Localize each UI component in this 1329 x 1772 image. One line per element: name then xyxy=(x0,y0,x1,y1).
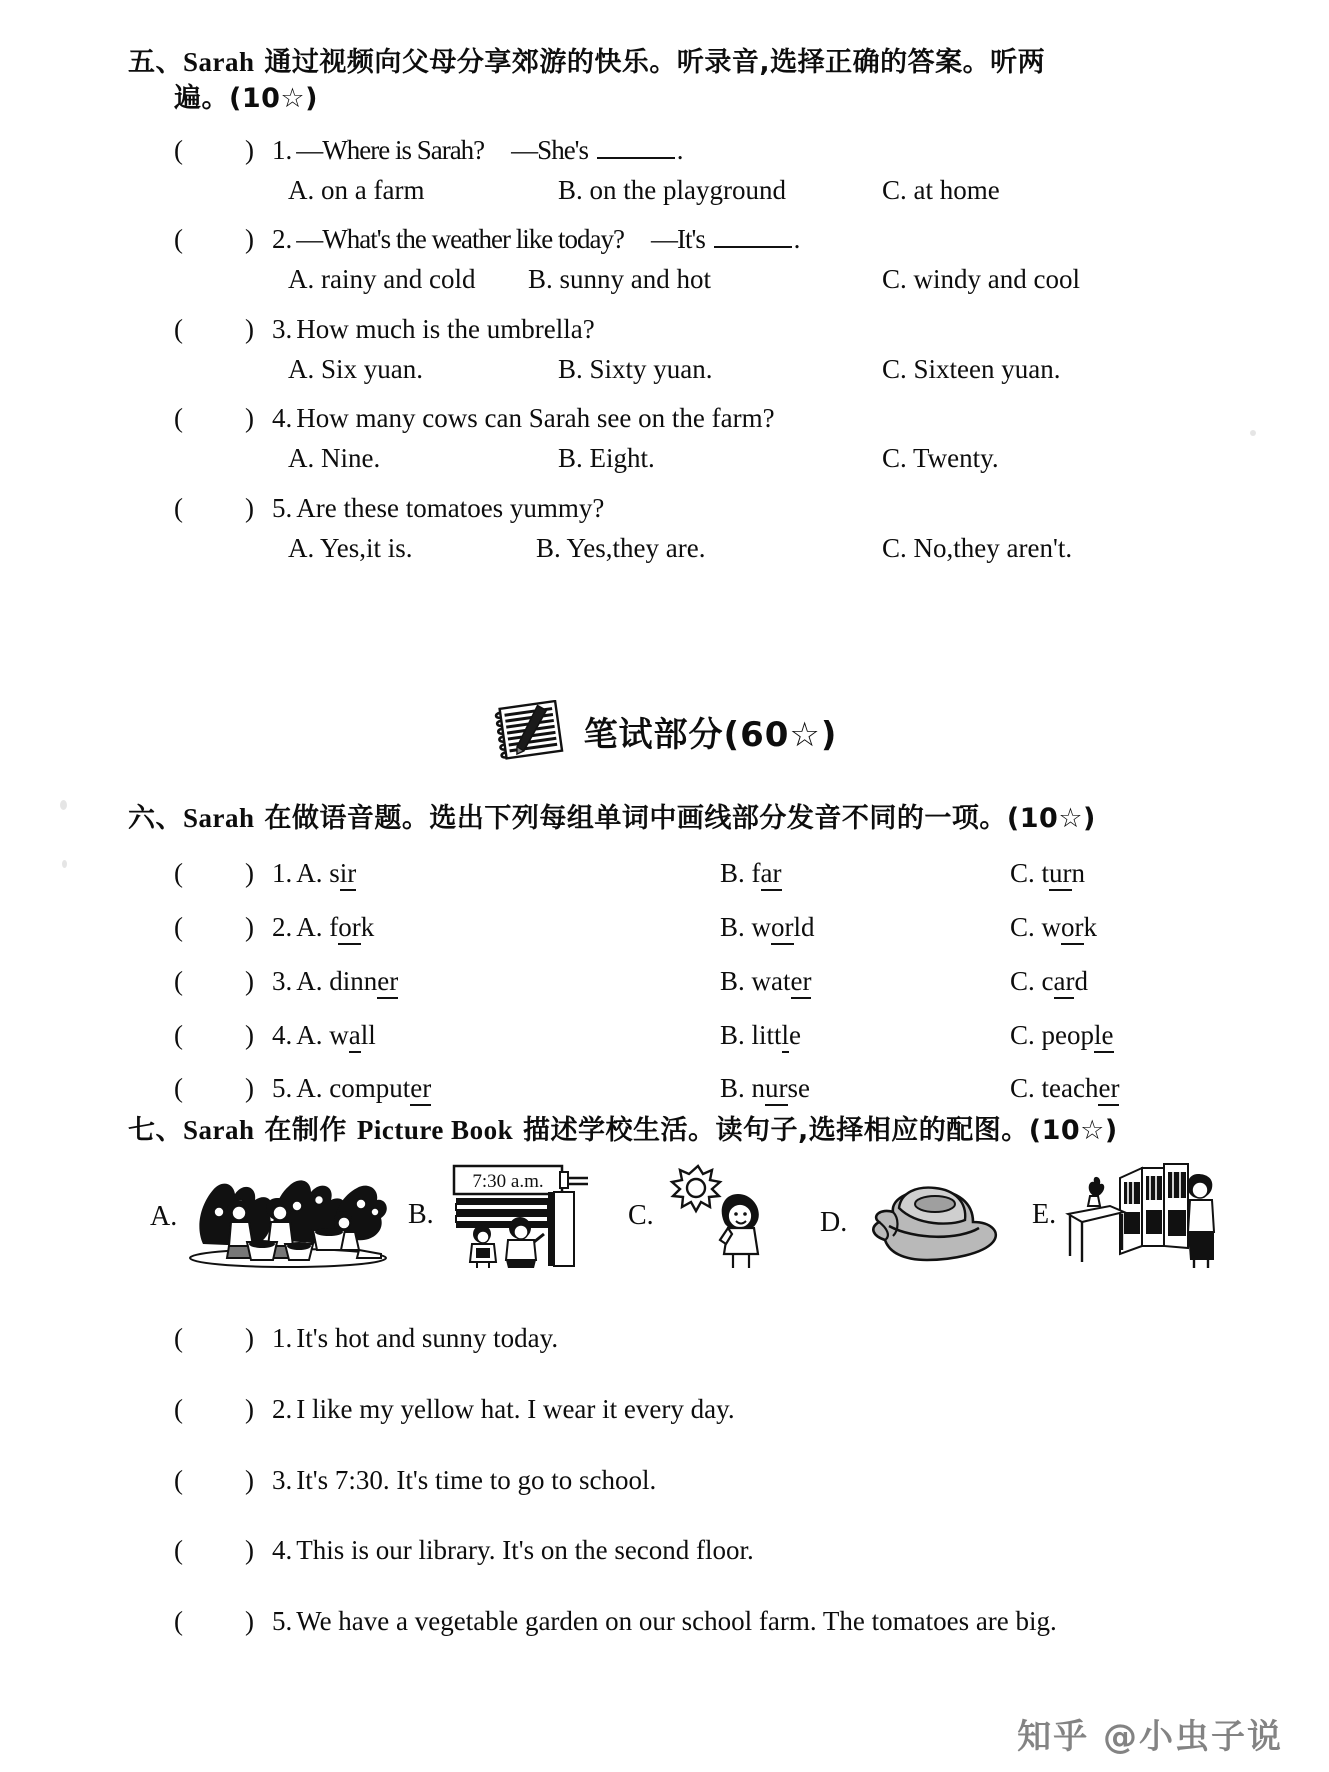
section-seven-heading-text1: 在制作 xyxy=(254,1115,357,1146)
section-seven xyxy=(128,1112,1238,1149)
answer-bracket[interactable]: ( ) xyxy=(174,134,254,165)
question-stem xyxy=(128,492,1233,526)
matching-item xyxy=(128,1534,1238,1568)
picture-e-letter: E. xyxy=(1032,1199,1057,1230)
question-number: 3. xyxy=(272,313,293,344)
answer-bracket[interactable]: ( ) xyxy=(174,1393,254,1424)
phonetics-item xyxy=(128,857,1233,891)
option-c-letter: C. xyxy=(882,443,907,474)
option-a-pre: dinn xyxy=(329,965,378,996)
option-c-underlined: le xyxy=(1094,1020,1114,1053)
option-c-pre: teach xyxy=(1041,1073,1099,1104)
option-c-text: No,they aren't. xyxy=(913,532,1073,563)
option-c-pre: t xyxy=(1041,858,1050,889)
picture-option-d[interactable] xyxy=(820,1178,1032,1268)
phonetics-option-a[interactable] xyxy=(272,1019,720,1053)
option-c-letter: C. xyxy=(882,532,907,563)
answer-bracket[interactable]: ( ) xyxy=(174,912,254,943)
option-b-letter: B. xyxy=(720,1073,745,1104)
option-b-letter: B. xyxy=(528,264,553,295)
picture-option-e[interactable] xyxy=(1032,1162,1232,1268)
vegetable-garden-icon xyxy=(185,1166,390,1268)
phonetics-option-c[interactable] xyxy=(1010,857,1085,891)
answer-bracket[interactable]: ( ) xyxy=(174,1606,254,1636)
written-test-banner-label: 笔试部分(60☆) xyxy=(583,714,838,755)
option-b-underlined: l xyxy=(782,1020,790,1053)
matching-item xyxy=(128,1605,1238,1639)
option-a-pre: w xyxy=(329,1019,349,1050)
option-b[interactable] xyxy=(558,353,882,387)
fill-blank[interactable] xyxy=(714,229,792,248)
section-six-heading-prefix: 六、 xyxy=(128,803,183,834)
option-a-letter: A. xyxy=(296,965,323,996)
section-seven-heading-prefix: 七、 xyxy=(128,1115,183,1146)
answer-bracket[interactable]: ( ) xyxy=(174,965,254,996)
option-c-letter: C. xyxy=(1010,912,1035,943)
option-c-post: n xyxy=(1071,858,1086,889)
option-b-letter: B. xyxy=(558,353,583,384)
option-a-text: on a farm xyxy=(321,174,425,205)
item-text: It's hot and sunny today. xyxy=(296,1323,559,1353)
question-reply: —She's xyxy=(511,134,589,165)
option-c-letter: C. xyxy=(1010,858,1035,889)
option-c-letter: C. xyxy=(1010,1019,1035,1050)
item-number: 1. xyxy=(272,1323,293,1353)
question-stem xyxy=(128,134,1233,168)
matching-item xyxy=(128,1322,1238,1356)
option-b-letter: B. xyxy=(558,174,583,205)
fill-blank[interactable] xyxy=(597,140,675,159)
option-a-letter: A. xyxy=(296,858,323,889)
phonetics-item xyxy=(128,965,1233,999)
item-number: 5. xyxy=(272,1606,293,1636)
question-text: —Where is Sarah? xyxy=(296,134,485,165)
question-text: Are these tomatoes yummy? xyxy=(296,492,605,523)
option-b-letter: B. xyxy=(720,965,745,996)
answer-bracket[interactable]: ( ) xyxy=(174,1073,254,1104)
option-b[interactable] xyxy=(528,263,882,297)
item-number: 5. xyxy=(272,1073,293,1104)
section-seven-items xyxy=(128,1285,1238,1639)
phonetics-option-a[interactable] xyxy=(272,857,720,891)
option-c-underlined: er xyxy=(1098,1073,1119,1106)
phonetics-item xyxy=(128,1019,1233,1053)
answer-bracket[interactable]: ( ) xyxy=(174,224,254,255)
section-six-heading-name: Sarah xyxy=(183,803,255,833)
picture-c-letter: C. xyxy=(628,1200,654,1231)
item-number: 3. xyxy=(272,965,293,996)
option-b-underlined: ur xyxy=(765,1073,788,1106)
option-c-letter: C. xyxy=(1010,1073,1035,1104)
option-c-letter: C. xyxy=(882,264,907,295)
option-b-letter: B. xyxy=(536,532,561,563)
option-a-underlined: a xyxy=(349,1020,361,1053)
option-b-text: Yes,they are. xyxy=(566,532,706,563)
option-a-letter: A. xyxy=(288,443,315,474)
option-a-underlined: or xyxy=(338,912,361,945)
option-c-underlined: ar xyxy=(1054,966,1075,999)
option-c-letter: C. xyxy=(1010,965,1035,996)
question-number: 2. xyxy=(272,224,293,255)
section-five-heading-line2: 遍。(10☆) xyxy=(174,83,318,115)
question-item xyxy=(128,134,1233,208)
phonetics-item xyxy=(128,911,1233,945)
answer-bracket[interactable]: ( ) xyxy=(174,1535,254,1566)
option-a-underlined: er xyxy=(377,966,398,999)
picture-a-letter: A. xyxy=(150,1201,178,1232)
option-b-letter: B. xyxy=(720,858,745,889)
option-c-underlined: or xyxy=(1061,912,1084,945)
phonetics-option-a[interactable] xyxy=(272,911,720,945)
phonetics-option-c[interactable] xyxy=(1010,965,1088,999)
option-c[interactable] xyxy=(882,174,1000,208)
answer-bracket[interactable]: ( ) xyxy=(174,492,254,523)
option-a[interactable] xyxy=(288,442,558,476)
question-item xyxy=(128,313,1233,387)
section-seven-heading-text2: 描述学校生活。读句子,选择相应的配图。(10☆) xyxy=(513,1115,1118,1146)
option-a-text: Six yuan. xyxy=(321,353,424,384)
answer-bracket[interactable]: ( ) xyxy=(174,858,254,889)
option-b-pre: wat xyxy=(751,965,791,996)
option-a-pre: s xyxy=(329,858,340,889)
option-a-post: ll xyxy=(360,1019,376,1050)
section-five-heading-prefix: 五、 xyxy=(128,47,183,78)
picture-strip xyxy=(150,1160,1240,1268)
option-a-letter: A. xyxy=(288,264,315,295)
option-c-post: k xyxy=(1083,912,1098,943)
item-number: 3. xyxy=(272,1464,293,1495)
clock-time-label: 7:30 a.m. xyxy=(472,1171,544,1192)
option-a-text: Yes,it is. xyxy=(320,532,413,563)
option-b-text: Sixty yuan. xyxy=(589,353,713,384)
option-a-letter: A. xyxy=(288,353,315,384)
option-b-pre: n xyxy=(751,1073,766,1104)
phonetics-option-c[interactable] xyxy=(1010,1019,1114,1053)
option-a-letter: A. xyxy=(288,532,315,563)
option-c[interactable] xyxy=(882,532,1072,566)
phonetics-item xyxy=(128,1072,1233,1106)
phonetics-option-b[interactable] xyxy=(720,1019,1010,1053)
option-a-letter: A. xyxy=(288,174,315,205)
sun-icon xyxy=(672,1166,720,1211)
option-c-letter: C. xyxy=(882,353,907,384)
matching-item xyxy=(128,1464,1238,1498)
section-five-heading-line1: 通过视频向父母分享郊游的快乐。听录音,选择正确的答案。听两 xyxy=(254,47,1046,78)
option-a-letter: A. xyxy=(296,912,323,943)
question-period: . xyxy=(676,134,684,165)
item-number: 4. xyxy=(272,1019,293,1050)
picture-b-letter: B. xyxy=(408,1199,434,1230)
question-stem xyxy=(128,223,1233,257)
option-b-text: sunny and hot xyxy=(559,264,712,295)
option-c-underlined: ur xyxy=(1049,858,1072,891)
option-a-underlined: ir xyxy=(340,858,357,891)
question-item xyxy=(128,223,1233,297)
option-b-letter: B. xyxy=(558,443,583,474)
phonetics-option-b[interactable] xyxy=(720,965,1010,999)
option-a-letter: A. xyxy=(296,1019,323,1050)
answer-bracket[interactable]: ( ) xyxy=(174,313,254,344)
option-row xyxy=(128,532,1233,566)
option-c-text: Sixteen yuan. xyxy=(913,353,1061,384)
option-b-underlined: ar xyxy=(761,858,782,891)
section-six xyxy=(128,800,1233,1106)
phonetics-option-a[interactable] xyxy=(272,965,720,999)
option-a-post: k xyxy=(360,912,375,943)
item-text: We have a vegetable garden on our school farm. The tomatoes are big. xyxy=(296,1606,1057,1636)
question-stem xyxy=(128,313,1233,347)
question-stem xyxy=(128,402,1233,436)
option-row xyxy=(128,263,1233,297)
option-a[interactable] xyxy=(288,532,536,566)
picture-option-c[interactable] xyxy=(628,1164,820,1268)
option-a[interactable] xyxy=(288,353,558,387)
option-b-underlined: or xyxy=(771,912,794,945)
option-b[interactable] xyxy=(536,532,882,566)
question-item xyxy=(128,402,1233,476)
section-five-heading-name: Sarah xyxy=(183,47,255,77)
option-c-pre: c xyxy=(1041,965,1054,996)
option-row xyxy=(128,442,1233,476)
scan-speck xyxy=(62,860,67,868)
question-number: 4. xyxy=(272,403,293,434)
option-a[interactable] xyxy=(288,263,528,297)
option-c-text: at home xyxy=(913,174,1000,205)
matching-item xyxy=(128,1393,1238,1427)
section-six-heading-text: 在做语音题。选出下列每组单词中画线部分发音不同的一项。(10☆) xyxy=(254,803,1096,834)
option-c-pre: peop xyxy=(1041,1019,1094,1050)
section-seven-heading-name: Sarah xyxy=(183,1115,255,1145)
scan-speck xyxy=(60,800,67,810)
option-b-pre: w xyxy=(751,912,772,943)
option-b-text: Eight. xyxy=(589,443,655,474)
item-number: 4. xyxy=(272,1535,293,1566)
item-number: 2. xyxy=(272,912,293,943)
option-b-text: on the playground xyxy=(589,174,786,205)
section-seven-heading-en: Picture Book xyxy=(356,1115,514,1145)
option-b-post: ld xyxy=(793,912,815,943)
picture-d-letter: D. xyxy=(820,1207,848,1238)
question-period: . xyxy=(793,224,801,255)
option-a-pre: comput xyxy=(329,1073,411,1104)
option-c-text: windy and cool xyxy=(913,264,1080,295)
section-five-heading xyxy=(128,44,1233,118)
item-text: It's 7:30. It's time to go to school. xyxy=(296,1464,657,1495)
option-b-post: se xyxy=(787,1073,811,1104)
phonetics-option-b[interactable] xyxy=(720,1072,1010,1106)
option-a-text: rainy and cold xyxy=(321,264,476,295)
option-a-letter: A. xyxy=(296,1073,323,1104)
option-a-pre: f xyxy=(329,912,339,943)
option-c-letter: C. xyxy=(882,174,907,205)
watermark: 知乎 @小虫子说 xyxy=(1017,1717,1283,1757)
option-b-letter: B. xyxy=(720,1019,745,1050)
phonetics-option-c[interactable] xyxy=(1010,911,1097,945)
question-number: 1. xyxy=(272,134,293,165)
phonetics-option-b[interactable] xyxy=(720,857,1010,891)
option-a-underlined: er xyxy=(410,1073,431,1106)
section-seven-heading xyxy=(128,1112,1238,1149)
item-text: This is our library. It's on the second floor. xyxy=(296,1535,754,1566)
yellow-hat-icon xyxy=(855,1178,1005,1268)
item-number: 2. xyxy=(272,1393,293,1424)
option-c-text: Twenty. xyxy=(913,443,999,474)
option-b-pre: litt xyxy=(751,1019,782,1050)
question-item xyxy=(128,492,1233,566)
question-reply: —It's xyxy=(650,224,705,255)
question-number: 5. xyxy=(272,492,293,523)
option-row xyxy=(128,174,1233,208)
option-c-post: d xyxy=(1074,965,1088,996)
scan-speck xyxy=(1250,430,1256,436)
option-row xyxy=(128,353,1233,387)
phonetics-option-c[interactable] xyxy=(1010,1072,1119,1106)
option-b-post: e xyxy=(789,1019,802,1050)
section-six-heading xyxy=(128,800,1233,837)
answer-bracket[interactable]: ( ) xyxy=(174,1019,254,1050)
question-text: How much is the umbrella? xyxy=(296,313,595,344)
phonetics-option-a[interactable] xyxy=(272,1072,720,1106)
option-c-pre: w xyxy=(1041,912,1062,943)
option-b-underlined: er xyxy=(791,966,812,999)
section-five xyxy=(128,44,1233,565)
option-c[interactable] xyxy=(882,263,1080,297)
option-a[interactable] xyxy=(288,174,558,208)
option-b-pre: f xyxy=(751,858,761,889)
sun-hot-girl-icon xyxy=(662,1164,782,1268)
item-text: I like my yellow hat. I wear it every day. xyxy=(296,1393,735,1424)
option-a-text: Nine. xyxy=(321,443,381,474)
question-text: —What's the weather like today? xyxy=(296,224,624,255)
picture-option-a[interactable] xyxy=(150,1166,408,1268)
answer-bracket[interactable]: ( ) xyxy=(174,1464,254,1495)
answer-bracket[interactable]: ( ) xyxy=(174,1323,254,1353)
notebook-pencil-icon xyxy=(492,700,566,762)
picture-option-b[interactable] xyxy=(408,1162,628,1268)
option-c[interactable] xyxy=(882,353,1061,387)
option-b[interactable] xyxy=(558,174,882,208)
item-number: 1. xyxy=(272,858,293,889)
library-bookshelves-icon xyxy=(1064,1162,1216,1268)
option-b[interactable] xyxy=(558,442,882,476)
question-text: How many cows can Sarah see on the farm? xyxy=(296,403,775,434)
answer-bracket[interactable]: ( ) xyxy=(174,403,254,434)
option-b-letter: B. xyxy=(720,912,745,943)
written-test-banner xyxy=(0,700,1329,762)
phonetics-option-b[interactable] xyxy=(720,911,1010,945)
school-clock-sign-icon xyxy=(442,1162,592,1268)
option-c[interactable] xyxy=(882,442,999,476)
